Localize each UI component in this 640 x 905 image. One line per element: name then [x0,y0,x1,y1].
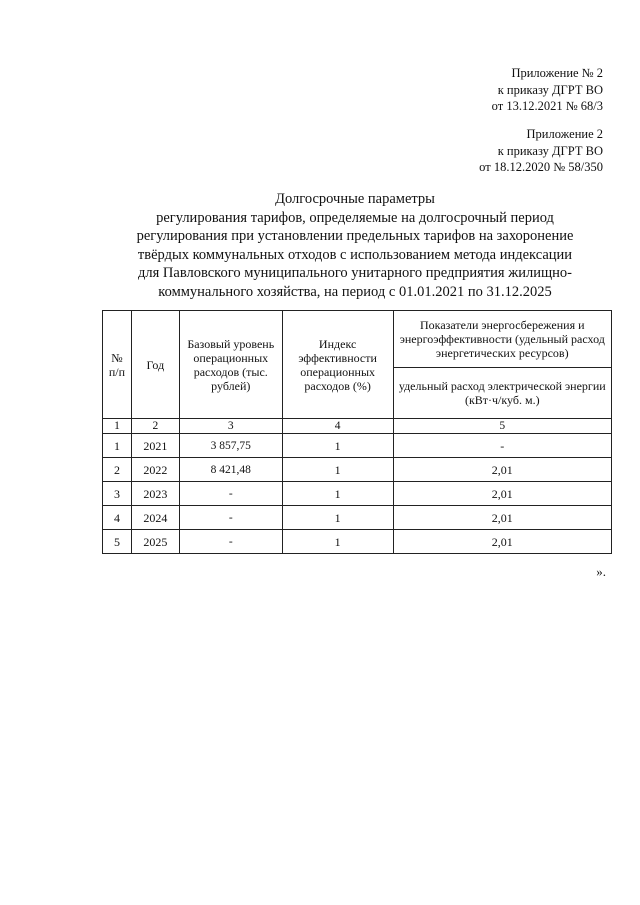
cell-base-level: - [179,530,282,554]
cell-energy: 2,01 [393,506,611,530]
appendix-line: Приложение 2 [526,127,603,141]
header-num: № п/п [103,311,132,419]
appendix-line: от 13.12.2021 № 68/3 [491,99,603,113]
appendix-header-current [492,65,603,115]
cell-year: 2023 [131,482,179,506]
title-line: коммунального хозяйства, на период с 01.01.2021 по 31.12.2025 [158,283,552,300]
cell-year: 2024 [131,506,179,530]
table-row [103,506,612,530]
cell-year: 2022 [131,458,179,482]
cell-num: 1 [103,434,132,458]
header-energy-electric: удельный расход электрической энергии (кВт·ч/куб. м.) [393,368,611,419]
column-number: 4 [282,419,393,434]
cell-base-level: - [179,482,282,506]
document-title [100,190,610,301]
header-efficiency-index: Индекс эффективности операционных расходов (%) [282,311,393,419]
cell-efficiency-index: 1 [282,482,393,506]
header-energy-group: Показатели энергосбережения и энергоэффективности (удельный расход энергетических ресурсов) [393,311,611,368]
title-line: регулирования тарифов, определяемые на долгосрочный период [156,209,554,226]
table-row [103,482,612,506]
table-row [103,434,612,458]
column-number: 5 [393,419,611,434]
appendix-line: к приказу ДГРТ ВО [497,82,603,97]
cell-num: 5 [103,530,132,554]
column-numbers-row [103,419,612,434]
cell-efficiency-index: 1 [282,530,393,554]
cell-year: 2025 [131,530,179,554]
appendix-header-original [479,126,603,176]
title-line: твёрдых коммунальных отходов с использованием метода индексации [137,246,573,263]
column-number: 3 [179,419,282,434]
column-number: 1 [103,419,132,434]
cell-year: 2021 [131,434,179,458]
title-line: Долгосрочные параметры [275,191,435,207]
closing-quote: ». [596,564,606,579]
cell-energy: - [393,434,611,458]
cell-base-level: 8 421,48 [179,458,282,482]
title-line: для Павловского муниципального унитарного предприятия жилищно- [138,265,572,281]
appendix-line: от 18.12.2020 № 58/350 [479,160,603,174]
cell-efficiency-index: 1 [282,506,393,530]
cell-base-level: 3 857,75 [179,434,282,458]
table-header-row [103,311,612,368]
column-number: 2 [131,419,179,434]
cell-energy: 2,01 [393,530,611,554]
cell-efficiency-index: 1 [282,434,393,458]
cell-base-level: - [179,506,282,530]
cell-efficiency-index: 1 [282,458,393,482]
appendix-line: к приказу ДГРТ ВО [497,143,603,158]
appendix-line: Приложение № 2 [511,66,603,80]
header-year: Год [131,311,179,419]
cell-energy: 2,01 [393,482,611,506]
cell-num: 3 [103,482,132,506]
header-base-level: Базовый уровень операционных расходов (тыс. рублей) [179,311,282,419]
table-row [103,530,612,554]
cell-num: 2 [103,458,132,482]
cell-energy: 2,01 [393,458,611,482]
table-row [103,458,612,482]
cell-num: 4 [103,506,132,530]
title-line: регулирования при установлении предельных тарифов на захоронение [136,228,574,244]
parameters-table [102,310,612,554]
